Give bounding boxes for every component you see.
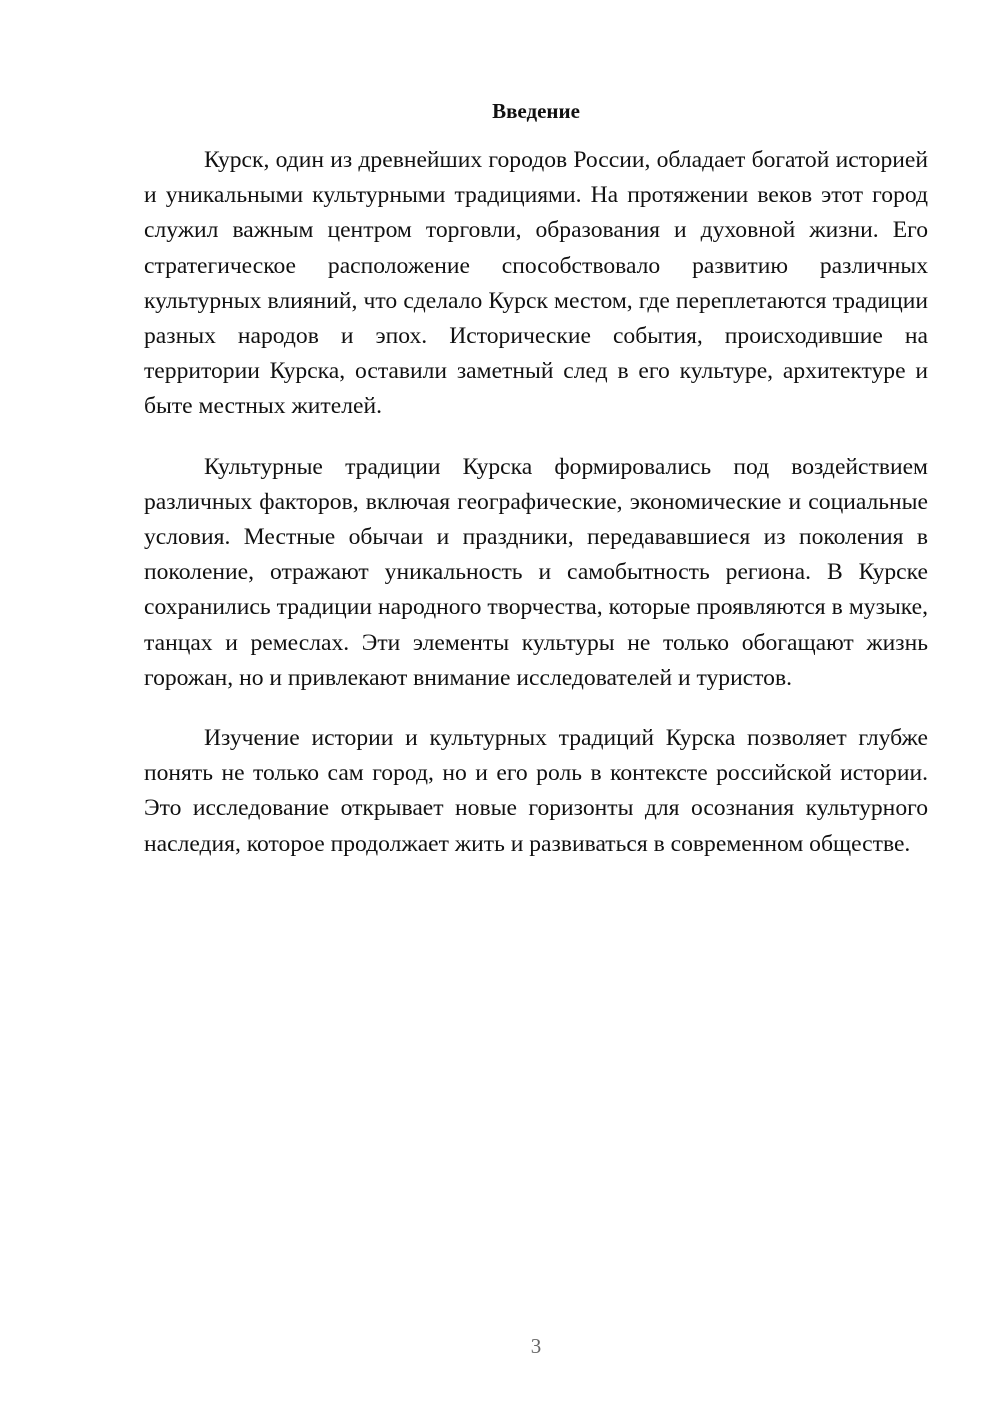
paragraph-2: Культурные традиции Курска формировались под воздействием различных факторов, включая географические, экономические и социальные условия. Местные обычаи и праздники, передававшиеся из поколения в поколение, отражают уникальность и самобытность региона. В Курске сохранились традиции народного творчества, которые проявляются в музыке, танцах и ремеслах. Эти элементы культуры не только обогащают жизнь горожан, но и привлекают внимание исследователей и туристов. xyxy=(144,453,928,691)
section-heading: Введение xyxy=(492,99,580,123)
paragraph-1: Курск, один из древнейших городов России, обладает богатой историей и уникальными культурными традициями. На протяжении веков этот город служил важным центром торговли, образования и духовной жизни. Его стратегическое расположение способствовало развитию различных культурных влияний, что сделало Курск местом, где переплетаются традиции разных народов и эпох. Исторические события, происходившие на территории Курска, оставили заметный след в его культуре, архитектуре и быте местных жителей. xyxy=(144,147,928,420)
paragraph-3: Изучение истории и культурных традиций Курска позволяет глубже понять не только сам город, но и его роль в контексте российской истории. Это исследование открывает новые горизонты для осознания культурного наследия, которое продолжает жить и развиваться в современном обществе. xyxy=(144,725,928,857)
page-content xyxy=(144,95,928,887)
page-number: 3 xyxy=(530,1334,542,1358)
